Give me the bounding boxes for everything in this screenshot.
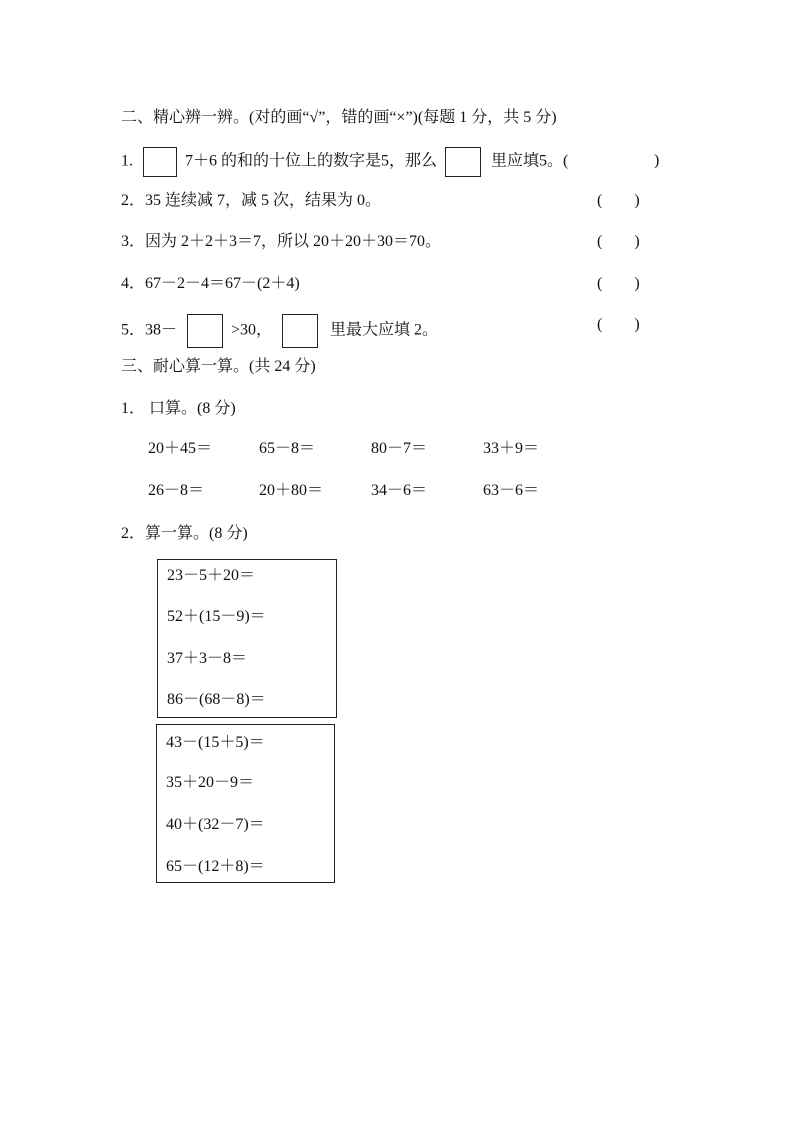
calc-problem: 43－(15＋5)＝ (166, 734, 265, 751)
calc-problem: 65－(12＋8)＝ (166, 858, 265, 875)
question-2-answer-paren[interactable]: ( ) (597, 192, 640, 209)
question-5-text-b: >30， (231, 321, 273, 339)
calc-problem: 35＋20－9＝ (166, 774, 255, 791)
question-3-text: 3．因为 2＋2＋3＝7，所以 20＋20＋30＝70。 (121, 233, 442, 250)
calc-problem: 23－5＋20＝ (167, 567, 256, 584)
oral-problem: 80－7＝ (371, 440, 428, 457)
question-1-close-paren: ) (654, 152, 660, 169)
oral-problem: 34－6＝ (371, 482, 428, 499)
question-5 (121, 314, 438, 348)
oral-problem: 33＋9＝ (483, 440, 540, 457)
calc-heading: 2．算一算。(8 分) (121, 525, 248, 542)
calc-box-2 (156, 724, 335, 883)
answer-box[interactable] (143, 147, 177, 177)
question-1-text-b: 里应填5。( (491, 152, 569, 170)
question-1-number: 1. (121, 152, 133, 170)
answer-box[interactable] (282, 314, 318, 348)
oral-problem: 63－6＝ (483, 482, 540, 499)
answer-box[interactable] (187, 314, 223, 348)
calc-problem: 52＋(15－9)＝ (167, 608, 266, 625)
oral-calc-heading: 1． 口算。(8 分) (121, 400, 236, 417)
question-3-answer-paren[interactable]: ( ) (597, 233, 640, 250)
section2-title: 二、精心辨一辨。(对的画“√”，错的画“×”)(每题 1 分，共 5 分) (121, 109, 557, 126)
question-1-text-a: 7＋6 的和的十位上的数字是5，那么 (185, 152, 438, 170)
oral-problem: 20＋45＝ (148, 440, 213, 457)
calc-problem: 40＋(32－7)＝ (166, 816, 265, 833)
question-1 (121, 147, 568, 177)
question-5-text-c: 里最大应填 2。 (330, 321, 439, 339)
calc-problem: 37＋3－8＝ (167, 650, 248, 667)
question-5-answer-paren[interactable]: ( ) (597, 316, 640, 333)
question-4-text: 4．67－2－4＝67－(2＋4) (121, 275, 300, 292)
oral-problem: 26－8＝ (148, 482, 205, 499)
oral-problem: 65－8＝ (259, 440, 316, 457)
section3-title: 三、耐心算一算。(共 24 分) (121, 358, 316, 375)
question-2-text: 2．35 连续减 7，减 5 次，结果为 0。 (121, 192, 382, 209)
question-4-answer-paren[interactable]: ( ) (597, 275, 640, 292)
question-5-text-a: 5．38－ (121, 321, 178, 339)
calc-problem: 86－(68－8)＝ (167, 691, 266, 708)
answer-box[interactable] (445, 147, 481, 177)
calc-box-1 (157, 559, 337, 718)
oral-problem: 20＋80＝ (259, 482, 324, 499)
